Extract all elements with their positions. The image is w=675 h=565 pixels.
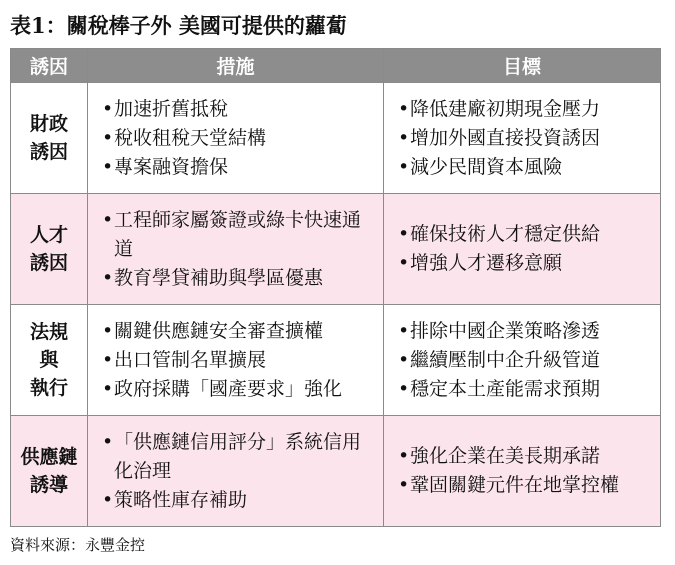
list-item-text: 加速折舊抵稅 [114, 97, 229, 120]
category-cell [11, 416, 88, 527]
bullet-icon: • [102, 126, 114, 149]
bullet-icon: • [398, 319, 410, 342]
bullet-icon: • [102, 266, 114, 289]
bullet-icon: • [398, 348, 410, 371]
list-item [102, 153, 375, 182]
list-item-text: 專案融資擔保 [114, 155, 229, 178]
measures-cell [88, 305, 384, 416]
list-item-text: 稅收租稅天堂結構 [114, 126, 267, 149]
bullet-icon: • [398, 223, 410, 245]
bullet-icon: • [102, 208, 114, 231]
measures-cell [88, 416, 384, 527]
bullet-icon: • [398, 474, 410, 496]
bullet-icon: • [102, 348, 114, 371]
list-item-text: 降低建廠初期現金壓力 [410, 97, 601, 120]
bullet-icon: • [102, 319, 114, 342]
table-row [11, 194, 661, 305]
list-item [398, 153, 652, 182]
category-cell [11, 83, 88, 194]
list-item [398, 249, 652, 278]
category-label: 供應鏈 [20, 446, 78, 468]
list-item-text: 繼續壓制中企升級管道 [410, 348, 601, 371]
list-item [398, 442, 652, 471]
bullet-icon: • [102, 155, 114, 178]
bullet-icon: • [398, 377, 410, 400]
list-item [398, 346, 652, 375]
goals-cell [384, 305, 661, 416]
list-item-text: 政府採購「國產要求」強化 [114, 377, 343, 400]
list-item-text: 策略性庫存補助 [114, 488, 248, 511]
table-row [11, 416, 661, 527]
list-item-text: 鞏固關鍵元件在地掌控權 [410, 474, 620, 496]
goals-cell [384, 416, 661, 527]
measures-cell [88, 83, 384, 194]
header-incentive: 誘因 [11, 49, 88, 83]
goals-cell [384, 194, 661, 305]
category-label: 財政 [29, 113, 68, 135]
category-label: 執行 [29, 377, 68, 399]
table-row [11, 305, 661, 416]
list-item-text: 關鍵供應鏈安全審查擴權 [114, 319, 324, 342]
list-item-text: 排除中國企業策略滲透 [410, 319, 601, 342]
bullet-icon: • [398, 155, 410, 178]
list-item [102, 346, 375, 375]
list-item [398, 124, 652, 153]
list-item [102, 375, 375, 404]
list-item [398, 317, 652, 346]
bullet-icon: • [102, 97, 114, 120]
header-measures: 措施 [88, 49, 384, 83]
category-label: 人才 [29, 224, 68, 246]
category-label: 誘因 [29, 141, 68, 163]
source-note: 資料來源：永豐金控 [10, 536, 146, 554]
list-item [398, 375, 652, 404]
category-label: 誘因 [29, 252, 68, 274]
list-item [102, 428, 375, 486]
bullet-icon: • [102, 488, 114, 511]
measures-cell [88, 194, 384, 305]
list-item [398, 471, 652, 500]
list-item-text: 強化企業在美長期承諾 [410, 445, 601, 467]
list-item [398, 95, 652, 124]
category-cell [11, 305, 88, 416]
table-row [11, 83, 661, 194]
list-item-text: 增強人才遷移意願 [410, 252, 563, 274]
list-item-text: 增加外國直接投資誘因 [410, 126, 601, 149]
category-label: 與 [39, 349, 59, 371]
list-item [102, 486, 375, 515]
list-item [102, 317, 375, 346]
bullet-icon: • [398, 126, 410, 149]
bullet-icon: • [398, 97, 410, 120]
list-item [102, 95, 375, 124]
bullet-icon: • [398, 252, 410, 274]
list-item [102, 124, 375, 153]
header-row [11, 49, 661, 83]
list-item-text: 減少民間資本風險 [410, 155, 563, 178]
list-item-text: 穩定本土產能需求預期 [410, 377, 601, 400]
bullet-icon: • [102, 377, 114, 400]
list-item-text: 教育學貸補助與學區優惠 [114, 266, 324, 289]
incentives-table [10, 48, 661, 527]
category-label: 誘導 [29, 474, 68, 496]
category-label: 法規 [29, 321, 68, 343]
list-item-text: 確保技術人才穩定供給 [410, 223, 601, 245]
goals-cell [384, 83, 661, 194]
list-item [102, 206, 375, 264]
header-goals: 目標 [384, 49, 661, 83]
list-item-text: 「供應鏈信用評分」系統信用化治理 [114, 430, 362, 482]
list-item-text: 出口管制名單擴展 [114, 348, 267, 371]
list-item [398, 220, 652, 249]
list-item [102, 264, 375, 293]
bullet-icon: • [102, 430, 114, 453]
category-cell [11, 194, 88, 305]
list-item-text: 工程師家屬簽證或綠卡快速通道 [114, 208, 362, 260]
table-title: 表1：關稅棒子外 美國可提供的蘿蔔 [10, 13, 347, 38]
bullet-icon: • [398, 445, 410, 467]
